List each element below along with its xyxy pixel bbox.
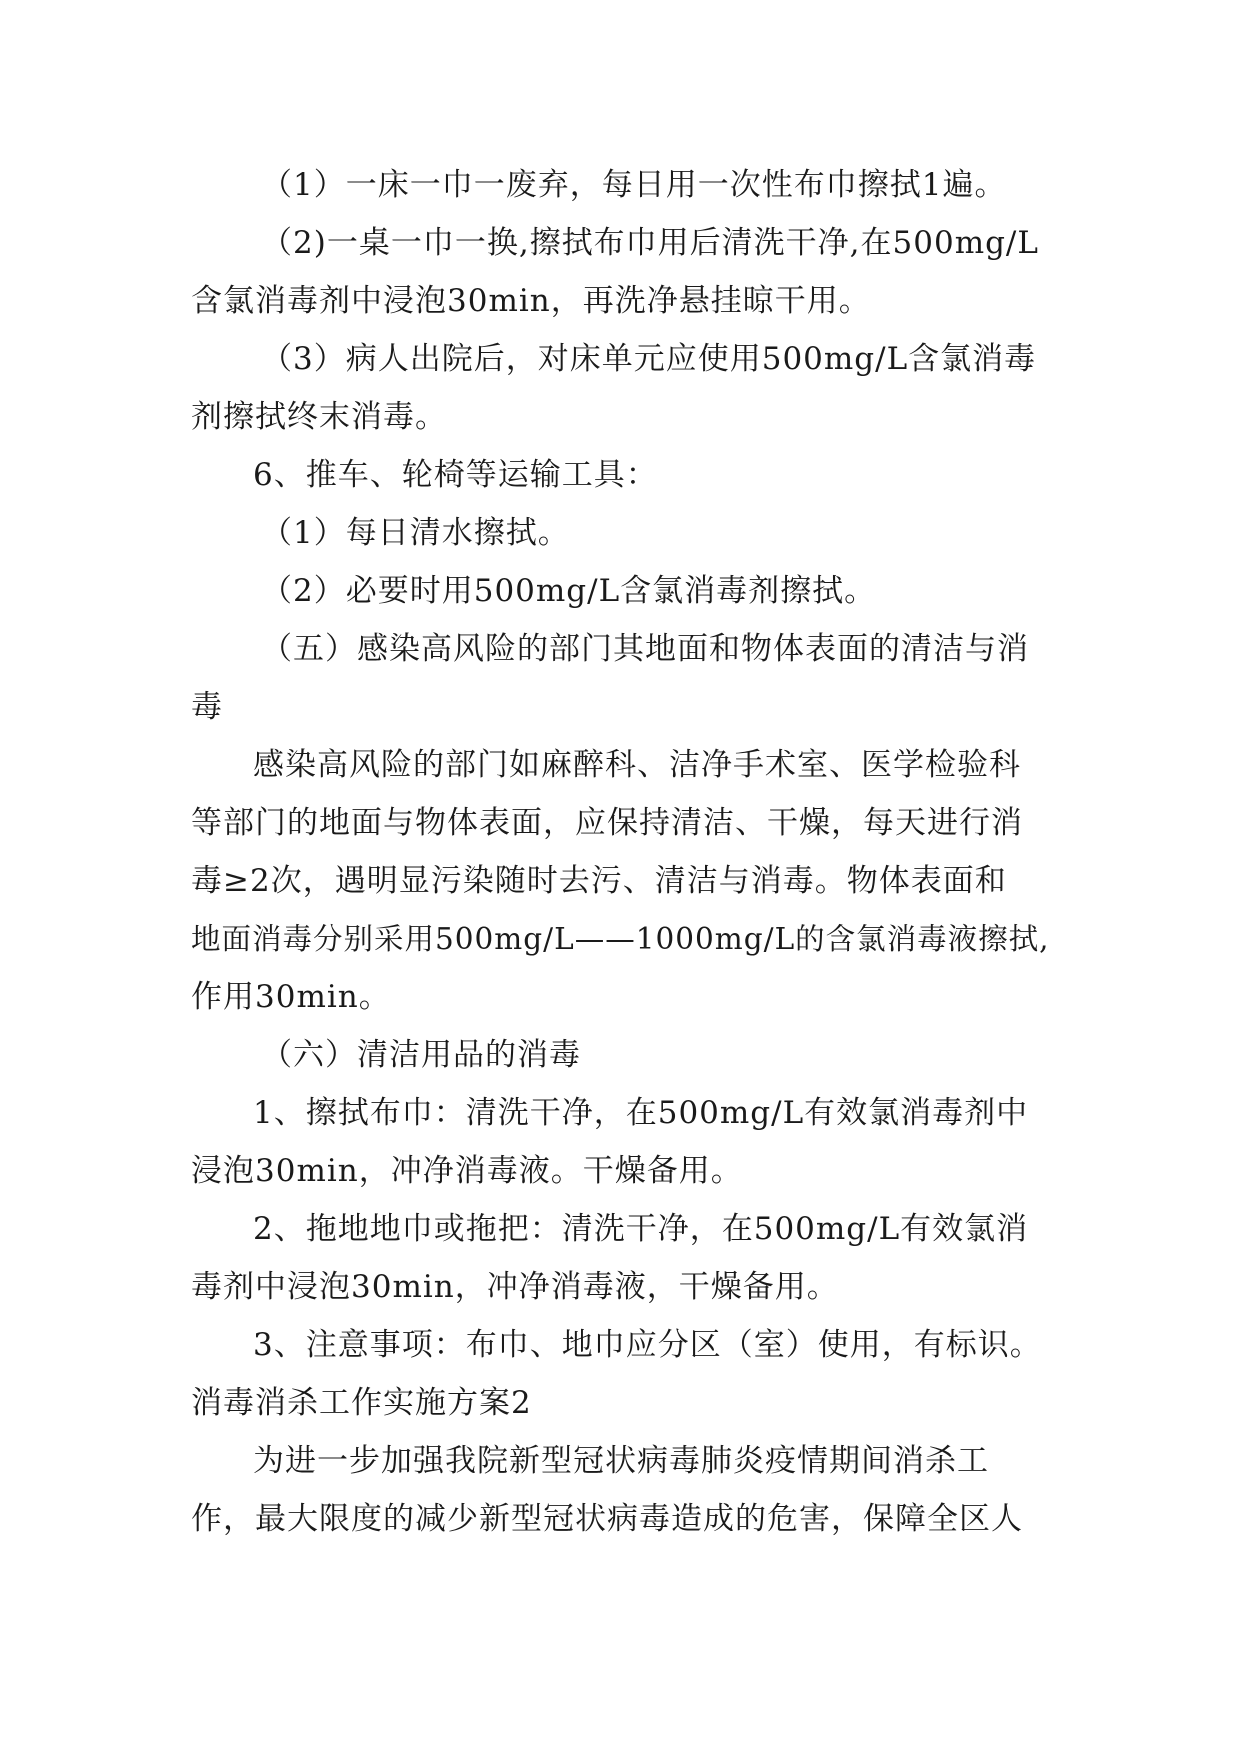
paragraph-line: 为进一步加强我院新型冠状病毒肺炎疫情期间消杀工 — [253, 1443, 989, 1479]
paragraph-line: 毒≥2次，遇明显污染随时去污、清洁与消毒。物体表面和 — [191, 863, 1007, 899]
paragraph-line: 地面消毒分别采用500mg/L——1000mg/L的含氯消毒液擦拭, — [191, 922, 1050, 956]
paragraph-line: （2）必要时用500mg/L含氯消毒剂擦拭。 — [261, 573, 877, 609]
document-title: 消毒消杀工作实施方案2 — [191, 1385, 532, 1421]
paragraph-line: （2)一桌一巾一换,擦拭布巾用后清洗干净,在500mg/L — [261, 225, 1039, 261]
paragraph-line: 1、擦拭布巾：清洗干净，在500mg/L有效氯消毒剂中 — [253, 1095, 1029, 1131]
section-heading: 毒 — [191, 689, 223, 725]
document-body — [191, 156, 1063, 1548]
paragraph-line: 剂擦拭终末消毒。 — [191, 399, 447, 435]
paragraph-line: 浸泡30min，冲净消毒液。干燥备用。 — [191, 1153, 743, 1189]
section-heading: 6、推车、轮椅等运输工具： — [253, 457, 658, 493]
section-heading: （六）清洁用品的消毒 — [261, 1037, 581, 1073]
paragraph-line: 含氯消毒剂中浸泡30min，再洗净悬挂晾干用。 — [191, 283, 871, 319]
paragraph-line: 作用30min。 — [191, 979, 391, 1015]
paragraph-line: 2、拖地地巾或拖把：清洗干净，在500mg/L有效氯消 — [253, 1211, 1029, 1247]
paragraph-line: （1）每日清水擦拭。 — [261, 515, 570, 551]
paragraph-line: 感染高风险的部门如麻醉科、洁净手术室、医学检验科 — [253, 747, 1021, 783]
paragraph-line: 作，最大限度的减少新型冠状病毒造成的危害，保障全区人 — [191, 1501, 1023, 1537]
paragraph-line: 3、注意事项：布巾、地巾应分区（室）使用，有标识。 — [253, 1327, 1042, 1363]
section-heading: （五）感染高风险的部门其地面和物体表面的清洁与消 — [261, 631, 1029, 667]
paragraph-line: 等部门的地面与物体表面，应保持清洁、干燥，每天进行消 — [191, 805, 1023, 841]
paragraph-line: 毒剂中浸泡30min，冲净消毒液，干燥备用。 — [191, 1269, 839, 1305]
paragraph-line: （3）病人出院后，对床单元应使用500mg/L含氯消毒 — [261, 341, 1037, 377]
paragraph-line: （1）一床一巾一废弃，每日用一次性布巾擦拭1遍。 — [261, 167, 1007, 203]
